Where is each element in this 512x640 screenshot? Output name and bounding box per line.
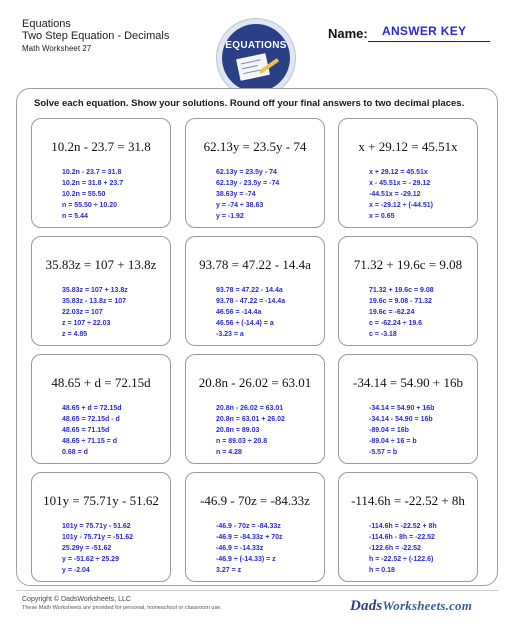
solution-steps [369, 167, 433, 222]
problem-card [185, 354, 325, 464]
solution-step: n = 4.28 [216, 449, 242, 456]
solution-step: 10.2n = 55.50 [62, 191, 106, 198]
solution-step: z = 4.85 [62, 331, 88, 338]
problem-card [31, 118, 171, 228]
problem-card [185, 236, 325, 346]
solution-step: 38.63y = -74 [216, 191, 256, 198]
problem-card [185, 118, 325, 228]
solution-step: x + 29.12 = 45.51x [369, 169, 428, 176]
problem-card [338, 118, 478, 228]
solution-step: x = 0.65 [369, 213, 395, 220]
copyright: Copyright © DadsWorksheets, LLC [22, 596, 131, 603]
solution-step: -46.9 = -84.33z + 70z [216, 534, 283, 541]
solution-step: 93.78 = 47.22 - 14.4a [216, 287, 283, 294]
footer-divider [16, 590, 498, 591]
solution-step: -34.14 - 54.90 = 16b [369, 416, 433, 423]
solution-steps [216, 285, 285, 340]
solution-step: h = 0.18 [369, 567, 395, 574]
problem-card [338, 236, 478, 346]
problem-equation: 48.65 + d = 72.15d [51, 375, 151, 390]
solution-steps [369, 403, 434, 458]
solution-step: -46.9 = -14.33z [216, 545, 264, 552]
solution-step: n = 89.03 ÷ 20.8 [216, 438, 268, 445]
solution-steps [216, 167, 279, 222]
solution-step: -114.6h - 8h = -22.52 [369, 534, 435, 541]
solution-step: 48.65 = 71.15d [62, 427, 110, 434]
problem-equation: 35.83z = 107 + 13.8z [45, 257, 157, 272]
solution-step: c = -3.18 [369, 331, 397, 338]
solution-step: 35.83z - 13.8z = 107 [62, 298, 127, 305]
problem-equation: x + 29.12 = 45.51x [358, 139, 458, 154]
instructions: Solve each equation. Show your solutions. Round off your final answers to two decimal places. [34, 98, 465, 109]
solution-step: -34.14 = 54.90 + 16b [369, 405, 435, 412]
solution-step: 20.8n = 63.01 + 26.02 [216, 416, 285, 423]
problem-equation: -46.9 - 70z = -84.33z [200, 493, 310, 508]
solution-step: 48.65 = 72.15d - d [62, 416, 120, 423]
problem-equation: -34.14 = 54.90 + 16b [353, 375, 463, 390]
problem-equation: 20.8n - 26.02 = 63.01 [198, 375, 312, 390]
logo-badge [222, 24, 290, 92]
solution-step: 10.2n = 31.8 + 23.7 [62, 180, 124, 187]
solution-step: 48.65 ÷ 71.15 = d [62, 438, 118, 445]
solution-step: 3.27 = z [216, 567, 242, 574]
problem-equation: -114.6h = -22.52 + 8h [351, 493, 465, 508]
solution-step: 0.68 = d [62, 449, 88, 456]
solution-step: 46.56 = -14.4a [216, 309, 262, 316]
solution-step: h = -22.52 ÷ (-122.6) [369, 556, 434, 563]
solution-step: c = -62.24 ÷ 19.6 [369, 320, 423, 327]
solution-step: 46.56 ÷ (-14.4) = a [216, 320, 274, 327]
solution-step: 10.2n - 23.7 = 31.8 [62, 169, 122, 176]
solution-step: y = -2.04 [62, 567, 90, 574]
solution-step: -46.9 - 70z = -84.33z [216, 523, 281, 530]
solution-step: -44.51x = -29.12 [369, 191, 421, 198]
usage-note: These Math Worksheets are provided for personal, homeschool or classroom use. [22, 605, 222, 611]
solution-step: -114.6h = -22.52 + 8h [369, 523, 437, 530]
solution-step: 20.8n - 26.02 = 63.01 [216, 405, 284, 412]
solution-step: 25.29y = -51.62 [62, 545, 112, 552]
problem-equation: 93.78 = 47.22 - 14.4a [199, 257, 311, 272]
problem-equation: 71.32 + 19.6c = 9.08 [353, 257, 463, 272]
solution-step: 19.6c = -62.24 [369, 309, 415, 316]
solution-step: 62.13y - 23.5y = -74 [216, 180, 280, 187]
solution-step: -89.04 = 16b [369, 427, 409, 434]
solution-step: z = 107 ÷ 22.03 [62, 320, 111, 327]
problem-card [31, 236, 171, 346]
solution-step: -3.23 = a [216, 331, 244, 338]
solution-step: y = -51.62 ÷ 25.29 [62, 556, 119, 563]
problem-card [338, 472, 478, 582]
solution-step: 62.13y = 23.5y - 74 [216, 169, 277, 176]
solution-step: 101y = 75.71y - 51.62 [62, 523, 131, 530]
answer-key-label: ANSWER KEY [382, 24, 467, 38]
solution-step: n = 55.50 ÷ 10.20 [62, 202, 118, 209]
problem-equation: 10.2n - 23.7 = 31.8 [51, 139, 151, 154]
solution-step: -5.57 = b [369, 449, 398, 456]
solution-steps [369, 285, 434, 340]
solution-step: 35.83z = 107 + 13.8z [62, 287, 128, 294]
solution-step: x - 45.51x = - 29.12 [369, 180, 431, 187]
solution-steps [369, 521, 437, 576]
problem-equation: 101y = 75.71y - 51.62 [43, 493, 159, 508]
problem-card [338, 354, 478, 464]
solution-step: x = -29.12 ÷ (-44.51) [369, 202, 433, 209]
worksheet-header [22, 18, 169, 55]
logo-text: EQUATIONS [225, 40, 287, 51]
solution-step: 20.8n = 89.03 [216, 427, 260, 434]
solution-steps [62, 521, 133, 576]
solution-steps [216, 521, 283, 576]
problem-card [31, 472, 171, 582]
brand-logo: DadsWorksheets.com [350, 598, 473, 614]
solution-step: 19.6c = 9.08 - 71.32 [369, 298, 432, 305]
solution-step: 93.78 - 47.22 = -14.4a [216, 298, 286, 305]
problem-card [31, 354, 171, 464]
solution-steps [62, 167, 123, 222]
worksheet-number: Math Worksheet 27 [22, 44, 92, 53]
solution-steps [62, 403, 122, 458]
solution-step: -46.9 ÷ (-14.33) = z [216, 556, 276, 563]
worksheet-title: Equations [22, 18, 71, 30]
solution-steps [62, 285, 128, 340]
problem-card [185, 472, 325, 582]
problem-equation: 62.13y = 23.5y - 74 [203, 139, 307, 154]
solution-step: 71.32 + 19.6c = 9.08 [369, 287, 434, 294]
solution-step: 22.03z = 107 [62, 309, 103, 316]
solution-step: 48.65 + d = 72.15d [62, 405, 122, 412]
worksheet-subtitle: Two Step Equation - Decimals [22, 30, 170, 42]
name-label: Name: [328, 26, 368, 41]
solution-step: 101y - 75.71y = -51.62 [62, 534, 134, 541]
solution-step: y = -1.92 [216, 213, 244, 220]
solution-step: n = 5.44 [62, 213, 88, 220]
solution-steps [216, 403, 285, 458]
solution-step: -122.6h = -22.52 [369, 545, 421, 552]
equations-logo [216, 18, 296, 98]
solution-step: y = -74 ÷ 38.63 [216, 202, 264, 209]
solution-step: -89.04 ÷ 16 = b [369, 438, 417, 445]
